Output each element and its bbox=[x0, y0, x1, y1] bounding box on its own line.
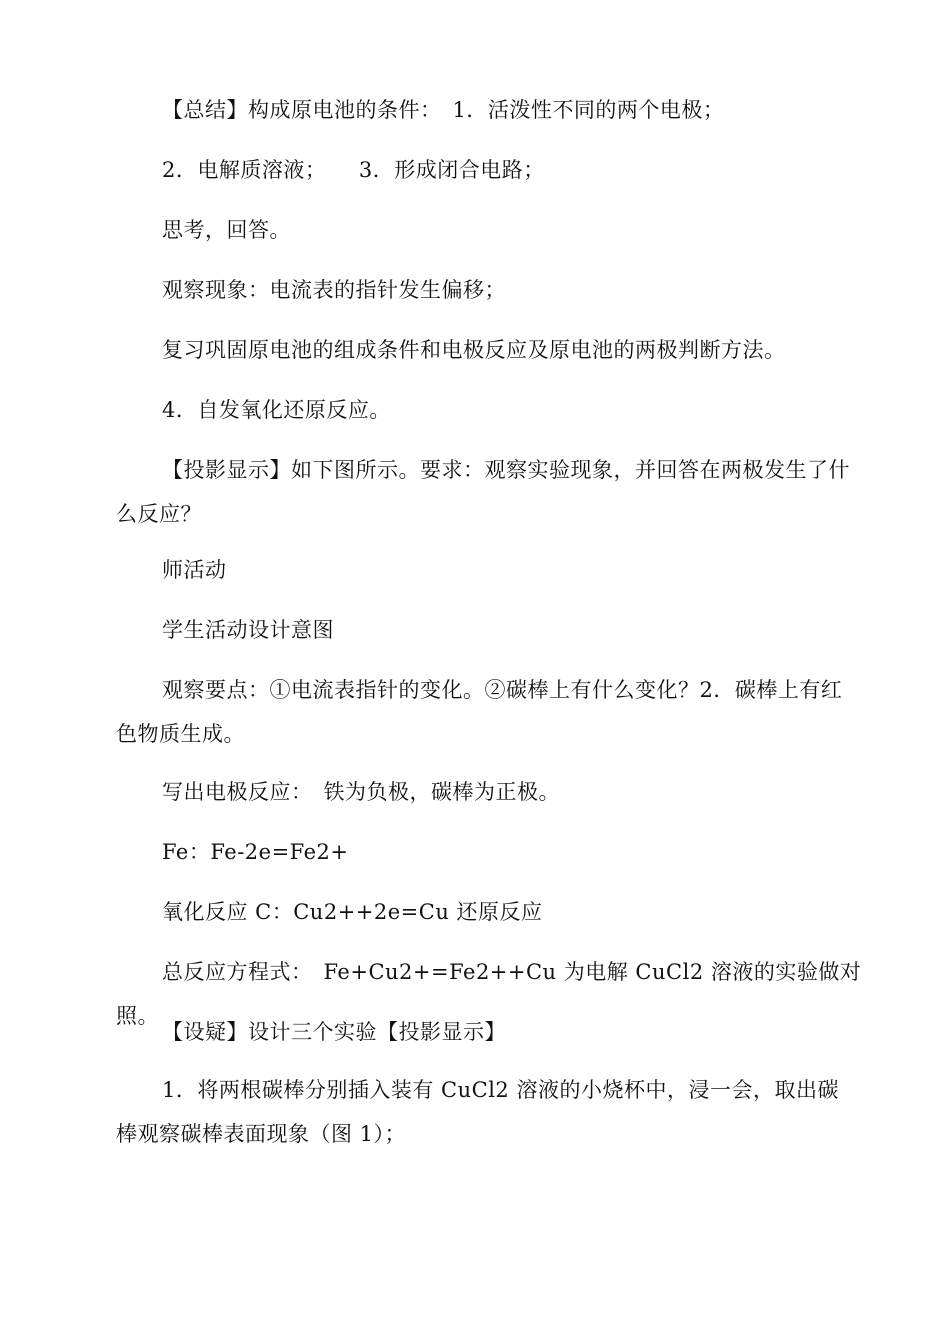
paragraph-c-reaction: 氧化反应 C：Cu2++2e=Cu 还原反应 bbox=[162, 900, 543, 924]
paragraph-observation-points: 观察要点：①电流表指针的变化。②碳棒上有什么变化？2．碳棒上有红色物质生成。 bbox=[116, 678, 843, 746]
paragraph-redox: 4．自发氧化还原反应。 bbox=[162, 398, 391, 422]
paragraph-think-answer: 思考，回答。 bbox=[162, 218, 291, 242]
paragraph-experiment-1: 1．将两根碳棒分别插入装有 CuCl2 溶液的小烧杯中，浸一会，取出碳棒观察碳棒表面现象（图 1）； bbox=[116, 1078, 839, 1146]
paragraph-review: 复习巩固原电池的组成条件和电极反应及原电池的两极判断方法。 bbox=[162, 338, 786, 362]
paragraph-conditions: 2．电解质溶液； 3．形成闭合电路； bbox=[162, 158, 545, 182]
paragraph-teacher-activity: 师活动 bbox=[162, 558, 227, 582]
paragraph-summary: 【总结】构成原电池的条件： 1．活泼性不同的两个电极； bbox=[162, 98, 725, 122]
paragraph-fe-reaction: Fe：Fe-2e=Fe2+ bbox=[162, 840, 349, 864]
paragraph-question: 【设疑】设计三个实验【投影显示】 bbox=[162, 1020, 506, 1044]
paragraph-electrode-reaction: 写出电极反应： 铁为负极，碳棒为正极。 bbox=[162, 780, 560, 804]
paragraph-student-activity: 学生活动设计意图 bbox=[162, 618, 334, 642]
paragraph-observe: 观察现象：电流表的指针发生偏移； bbox=[162, 278, 506, 302]
paragraph-total-reaction: 总反应方程式： Fe+Cu2+=Fe2++Cu 为电解 CuCl2 溶液的实验做对照。 bbox=[116, 960, 862, 1028]
paragraph-projection: 【投影显示】如下图所示。要求：观察实验现象，并回答在两极发生了什么反应？ bbox=[116, 458, 850, 526]
